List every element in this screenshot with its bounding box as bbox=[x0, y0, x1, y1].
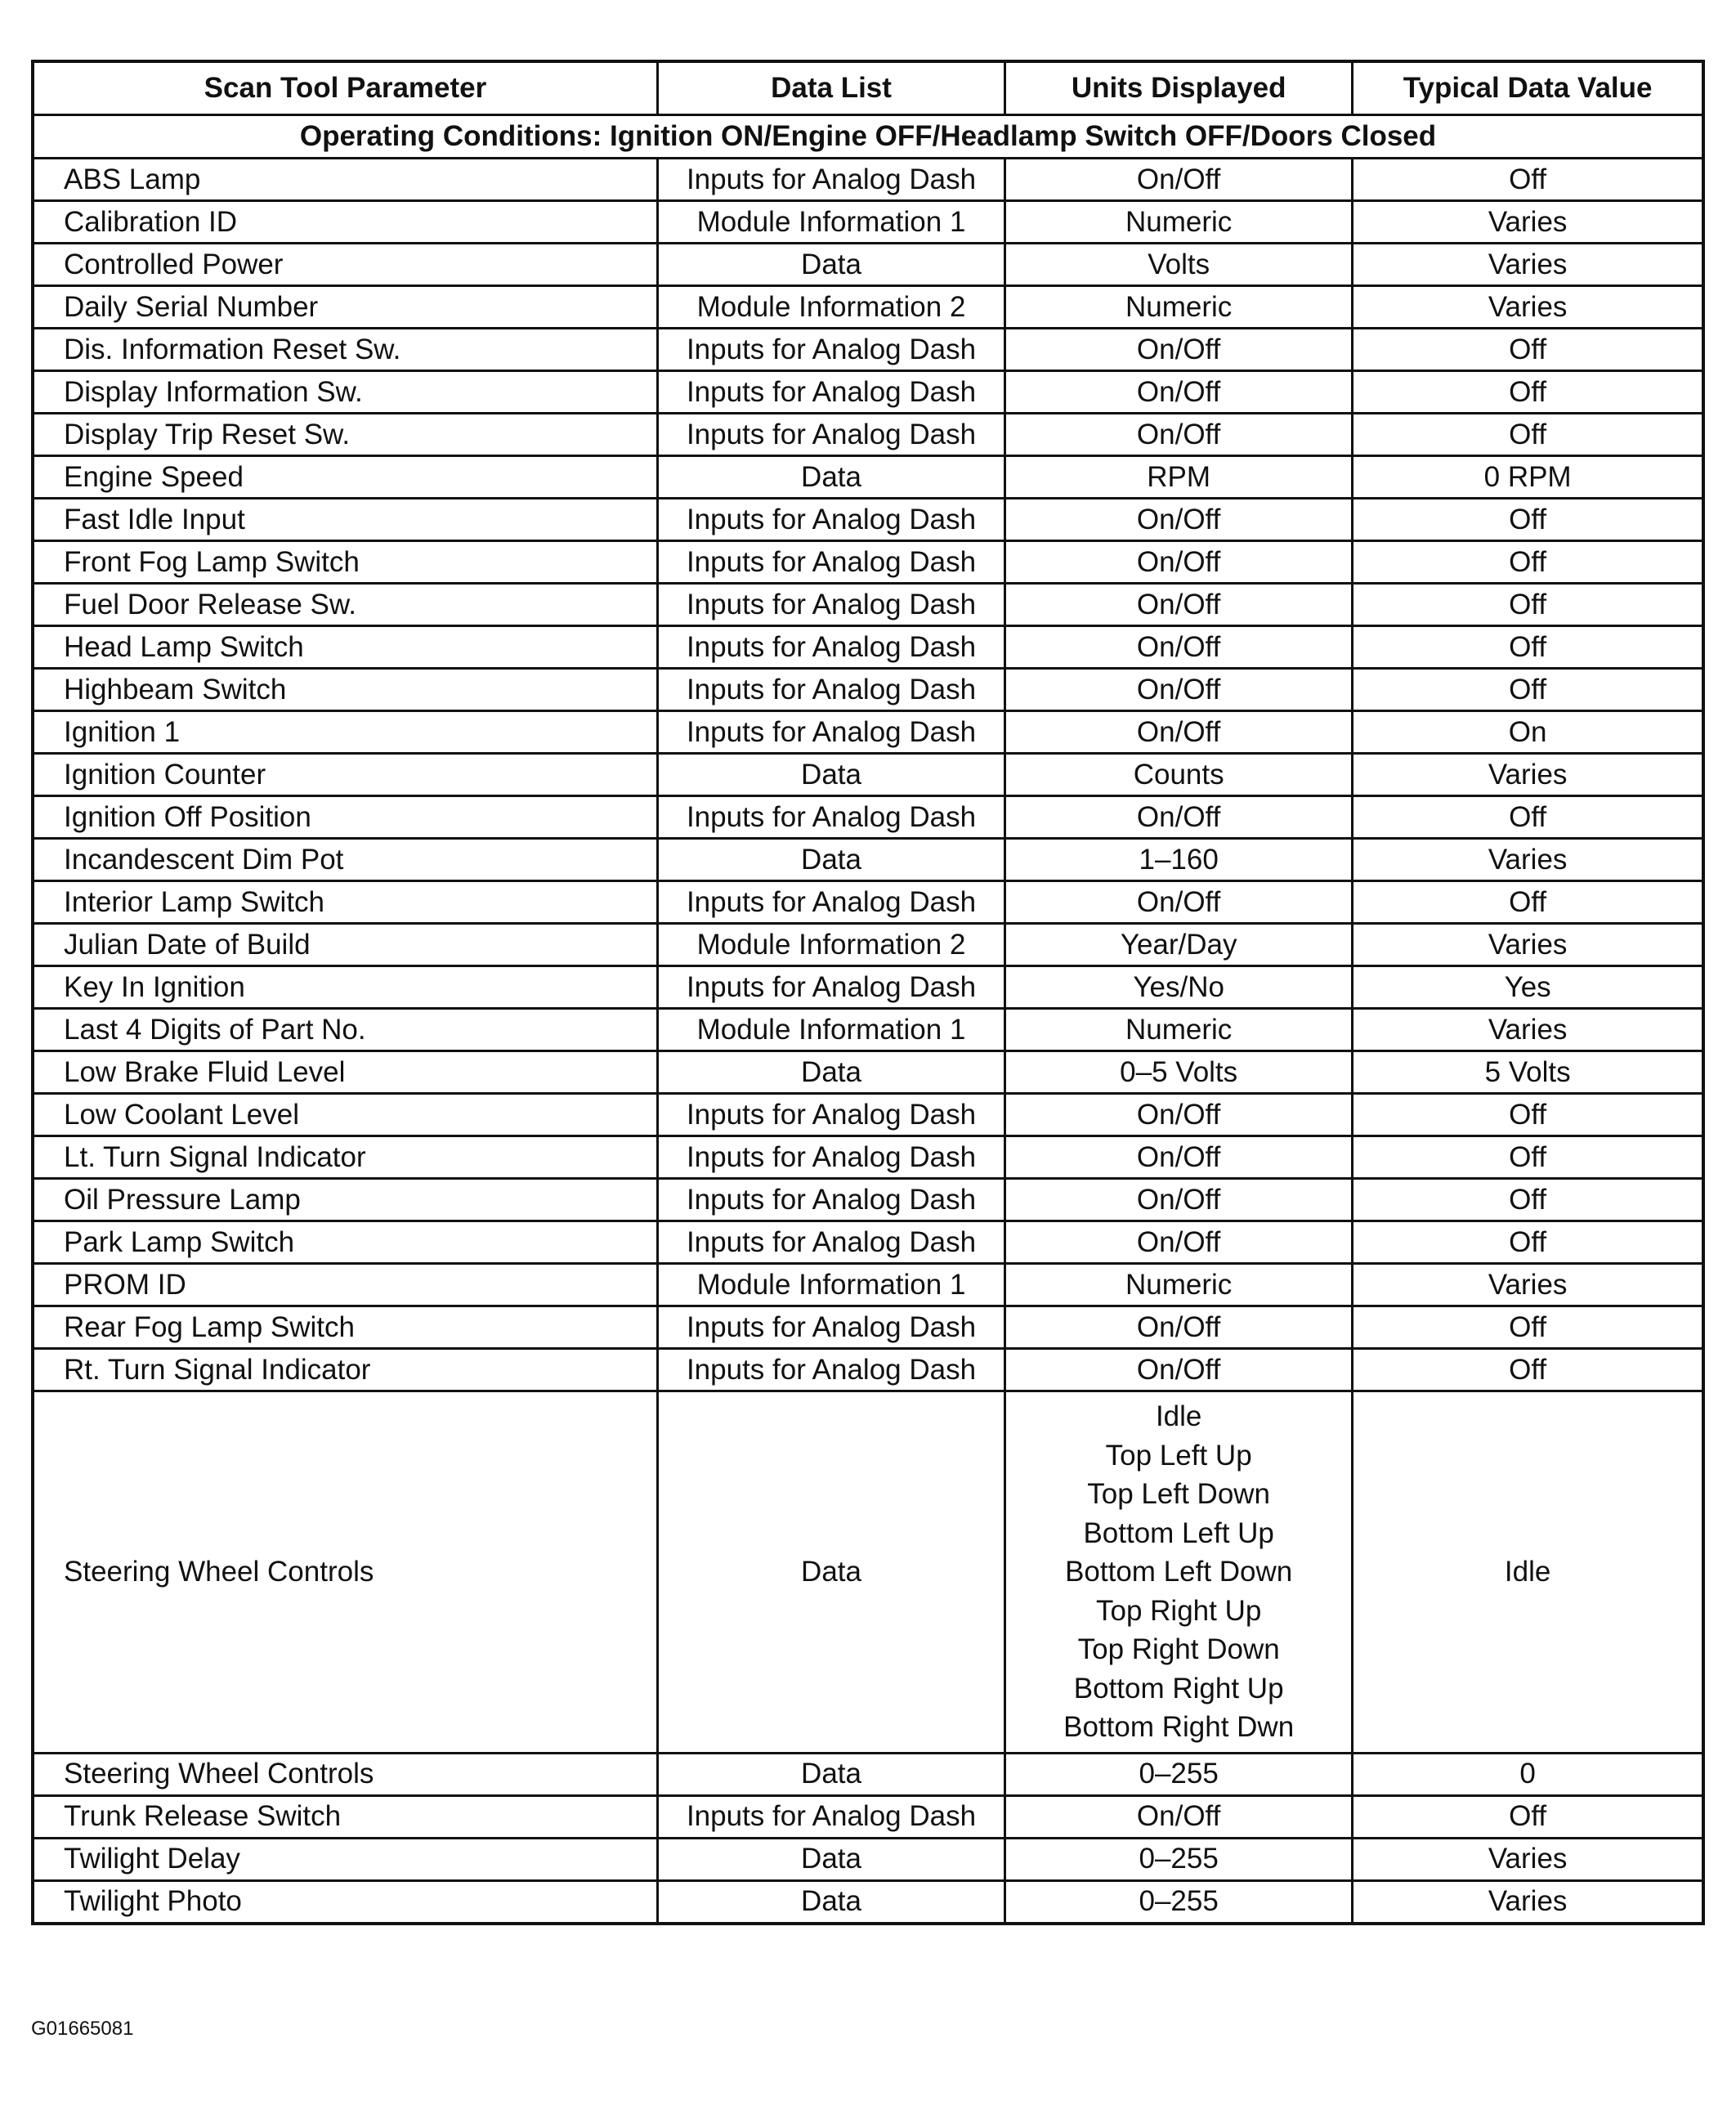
parameter-cell: Interior Lamp Switch bbox=[33, 881, 657, 924]
typical-value-cell: Off bbox=[1353, 1221, 1703, 1264]
scan-tool-data-table bbox=[31, 60, 1705, 1925]
units-cell: 0–5 Volts bbox=[1005, 1051, 1353, 1094]
data-list-cell: Inputs for Analog Dash bbox=[657, 966, 1004, 1009]
operating-conditions-row bbox=[33, 115, 1703, 159]
parameter-cell: Low Coolant Level bbox=[33, 1094, 657, 1136]
typical-value-cell: Off bbox=[1353, 1136, 1703, 1179]
parameter-cell: Head Lamp Switch bbox=[33, 626, 657, 669]
table-row bbox=[33, 711, 1703, 754]
units-cell: On/Off bbox=[1005, 881, 1353, 924]
table-row bbox=[33, 966, 1703, 1009]
table-row bbox=[33, 541, 1703, 584]
table-row bbox=[33, 159, 1703, 201]
table-row bbox=[33, 1795, 1703, 1838]
parameter-cell: PROM ID bbox=[33, 1264, 657, 1306]
typical-value-cell: Varies bbox=[1353, 1009, 1703, 1051]
units-cell: 0–255 bbox=[1005, 1880, 1353, 1924]
table-row bbox=[33, 669, 1703, 711]
parameter-cell: Julian Date of Build bbox=[33, 924, 657, 966]
operating-conditions: Operating Conditions: Ignition ON/Engine OFF/Headlamp Switch OFF/Doors Closed bbox=[33, 115, 1703, 159]
scan-tool-table-container bbox=[31, 60, 1705, 1925]
typical-value-cell: Varies bbox=[1353, 1838, 1703, 1880]
units-line: Top Left Up bbox=[1105, 1439, 1252, 1472]
parameter-cell: Fast Idle Input bbox=[33, 499, 657, 541]
units-cell: On/Off bbox=[1005, 541, 1353, 584]
typical-value-cell: Varies bbox=[1353, 286, 1703, 329]
parameter-cell: Engine Speed bbox=[33, 456, 657, 499]
table-row bbox=[33, 371, 1703, 414]
table-row bbox=[33, 1179, 1703, 1221]
units-cell: On/Off bbox=[1005, 499, 1353, 541]
parameter-cell: Park Lamp Switch bbox=[33, 1221, 657, 1264]
parameter-cell: Oil Pressure Lamp bbox=[33, 1179, 657, 1221]
units-cell: On/Off bbox=[1005, 1221, 1353, 1264]
data-list-cell: Inputs for Analog Dash bbox=[657, 711, 1004, 754]
table-row bbox=[33, 1094, 1703, 1136]
table-row bbox=[33, 1349, 1703, 1391]
table-row bbox=[33, 1221, 1703, 1264]
typical-value-cell: Off bbox=[1353, 1795, 1703, 1838]
table-row bbox=[33, 1264, 1703, 1306]
parameter-cell: Steering Wheel Controls bbox=[33, 1391, 657, 1754]
parameter-cell: Last 4 Digits of Part No. bbox=[33, 1009, 657, 1051]
units-cell: 1–160 bbox=[1005, 839, 1353, 881]
parameter-cell: Dis. Information Reset Sw. bbox=[33, 329, 657, 371]
units-line: Top Left Down bbox=[1087, 1478, 1271, 1510]
table-row bbox=[33, 1753, 1703, 1795]
table-row bbox=[33, 584, 1703, 626]
units-cell: Volts bbox=[1005, 244, 1353, 286]
typical-value-cell: Off bbox=[1353, 881, 1703, 924]
data-list-cell: Inputs for Analog Dash bbox=[657, 159, 1004, 201]
parameter-cell: Fuel Door Release Sw. bbox=[33, 584, 657, 626]
data-list-cell: Inputs for Analog Dash bbox=[657, 1221, 1004, 1264]
typical-value-cell: Varies bbox=[1353, 754, 1703, 796]
parameter-cell: Daily Serial Number bbox=[33, 286, 657, 329]
parameter-cell: Low Brake Fluid Level bbox=[33, 1051, 657, 1094]
table-body bbox=[33, 115, 1703, 1924]
units-cell: On/Off bbox=[1005, 1094, 1353, 1136]
table-row bbox=[33, 414, 1703, 456]
data-list-cell: Inputs for Analog Dash bbox=[657, 626, 1004, 669]
parameter-cell: Rt. Turn Signal Indicator bbox=[33, 1349, 657, 1391]
data-list-cell: Module Information 1 bbox=[657, 1009, 1004, 1051]
parameter-cell: Display Information Sw. bbox=[33, 371, 657, 414]
typical-value-cell: Off bbox=[1353, 584, 1703, 626]
units-cell: RPM bbox=[1005, 456, 1353, 499]
table-row bbox=[33, 796, 1703, 839]
units-cell: On/Off bbox=[1005, 584, 1353, 626]
units-cell: On/Off bbox=[1005, 371, 1353, 414]
units-line: Bottom Left Up bbox=[1083, 1516, 1274, 1549]
data-list-cell: Inputs for Analog Dash bbox=[657, 1306, 1004, 1349]
data-list-cell: Inputs for Analog Dash bbox=[657, 329, 1004, 371]
units-cell: On/Off bbox=[1005, 329, 1353, 371]
units-cell: On/Off bbox=[1005, 711, 1353, 754]
typical-value-cell: Varies bbox=[1353, 839, 1703, 881]
table-row-steering-multi bbox=[33, 1391, 1703, 1754]
units-cell: Numeric bbox=[1005, 1009, 1353, 1051]
data-list-cell: Inputs for Analog Dash bbox=[657, 669, 1004, 711]
table-row bbox=[33, 839, 1703, 881]
typical-value-cell: Varies bbox=[1353, 1880, 1703, 1924]
units-line: Bottom Right Up bbox=[1073, 1672, 1284, 1705]
units-cell: On/Off bbox=[1005, 796, 1353, 839]
table-row bbox=[33, 626, 1703, 669]
parameter-cell: Steering Wheel Controls bbox=[33, 1753, 657, 1795]
table-row bbox=[33, 924, 1703, 966]
parameter-cell: Ignition Counter bbox=[33, 754, 657, 796]
units-line: Top Right Down bbox=[1077, 1633, 1280, 1665]
typical-value-cell: Varies bbox=[1353, 244, 1703, 286]
units-cell: On/Off bbox=[1005, 1306, 1353, 1349]
table-row bbox=[33, 329, 1703, 371]
typical-value-cell: Varies bbox=[1353, 201, 1703, 244]
header-data-list: Data List bbox=[657, 61, 1004, 115]
parameter-cell: Lt. Turn Signal Indicator bbox=[33, 1136, 657, 1179]
table-row bbox=[33, 1009, 1703, 1051]
table-row bbox=[33, 1136, 1703, 1179]
units-cell: On/Off bbox=[1005, 1179, 1353, 1221]
units-cell: Yes/No bbox=[1005, 966, 1353, 1009]
table-row bbox=[33, 1880, 1703, 1924]
data-list-cell: Data bbox=[657, 1838, 1004, 1880]
table-row bbox=[33, 1051, 1703, 1094]
data-list-cell: Inputs for Analog Dash bbox=[657, 584, 1004, 626]
typical-value-cell: Off bbox=[1353, 796, 1703, 839]
units-cell: 0–255 bbox=[1005, 1753, 1353, 1795]
typical-value-cell: Off bbox=[1353, 541, 1703, 584]
data-list-cell: Inputs for Analog Dash bbox=[657, 796, 1004, 839]
units-cell: Numeric bbox=[1005, 1264, 1353, 1306]
units-cell: Numeric bbox=[1005, 286, 1353, 329]
data-list-cell: Module Information 1 bbox=[657, 201, 1004, 244]
parameter-cell: Key In Ignition bbox=[33, 966, 657, 1009]
parameter-cell: Trunk Release Switch bbox=[33, 1795, 657, 1838]
parameter-cell: Incandescent Dim Pot bbox=[33, 839, 657, 881]
typical-value-cell: Off bbox=[1353, 329, 1703, 371]
table-row bbox=[33, 456, 1703, 499]
typical-value-cell: Off bbox=[1353, 1094, 1703, 1136]
parameter-cell: Rear Fog Lamp Switch bbox=[33, 1306, 657, 1349]
data-list-cell: Module Information 1 bbox=[657, 1264, 1004, 1306]
table-row bbox=[33, 754, 1703, 796]
typical-value-cell: Varies bbox=[1353, 1264, 1703, 1306]
units-cell: Numeric bbox=[1005, 201, 1353, 244]
typical-value-cell: 0 RPM bbox=[1353, 456, 1703, 499]
units-line: Bottom Left Down bbox=[1065, 1556, 1293, 1588]
parameter-cell: Display Trip Reset Sw. bbox=[33, 414, 657, 456]
header-scan-tool-parameter: Scan Tool Parameter bbox=[33, 61, 657, 115]
units-line: Idle bbox=[1155, 1400, 1202, 1432]
typical-value-cell: Varies bbox=[1353, 924, 1703, 966]
units-cell-multi bbox=[1005, 1391, 1353, 1754]
data-list-cell: Inputs for Analog Dash bbox=[657, 499, 1004, 541]
units-line: Top Right Up bbox=[1096, 1594, 1262, 1627]
typical-value-cell: Idle bbox=[1353, 1391, 1703, 1754]
data-list-cell: Module Information 2 bbox=[657, 924, 1004, 966]
units-cell: On/Off bbox=[1005, 626, 1353, 669]
units-cell: On/Off bbox=[1005, 159, 1353, 201]
data-list-cell: Data bbox=[657, 1880, 1004, 1924]
header-units-displayed: Units Displayed bbox=[1005, 61, 1353, 115]
parameter-cell: Ignition Off Position bbox=[33, 796, 657, 839]
data-list-cell: Inputs for Analog Dash bbox=[657, 1136, 1004, 1179]
typical-value-cell: Off bbox=[1353, 626, 1703, 669]
data-list-cell: Data bbox=[657, 1753, 1004, 1795]
parameter-cell: Calibration ID bbox=[33, 201, 657, 244]
typical-value-cell: Off bbox=[1353, 1179, 1703, 1221]
typical-value-cell: Off bbox=[1353, 371, 1703, 414]
data-list-cell: Data bbox=[657, 456, 1004, 499]
data-list-cell: Inputs for Analog Dash bbox=[657, 1179, 1004, 1221]
parameter-cell: Twilight Photo bbox=[33, 1880, 657, 1924]
parameter-cell: Highbeam Switch bbox=[33, 669, 657, 711]
typical-value-cell: 0 bbox=[1353, 1753, 1703, 1795]
data-list-cell: Data bbox=[657, 1391, 1004, 1754]
header-typical-data-value: Typical Data Value bbox=[1353, 61, 1703, 115]
data-list-cell: Inputs for Analog Dash bbox=[657, 881, 1004, 924]
data-list-cell: Data bbox=[657, 754, 1004, 796]
units-cell: On/Off bbox=[1005, 1795, 1353, 1838]
parameter-cell: Twilight Delay bbox=[33, 1838, 657, 1880]
units-line: Bottom Right Dwn bbox=[1063, 1711, 1295, 1743]
table-row bbox=[33, 1838, 1703, 1880]
data-list-cell: Inputs for Analog Dash bbox=[657, 414, 1004, 456]
data-list-cell: Data bbox=[657, 839, 1004, 881]
data-list-cell: Inputs for Analog Dash bbox=[657, 1094, 1004, 1136]
data-list-cell: Inputs for Analog Dash bbox=[657, 1795, 1004, 1838]
data-list-cell: Data bbox=[657, 244, 1004, 286]
parameter-cell: Front Fog Lamp Switch bbox=[33, 541, 657, 584]
units-cell: On/Off bbox=[1005, 414, 1353, 456]
data-list-cell: Inputs for Analog Dash bbox=[657, 371, 1004, 414]
typical-value-cell: Off bbox=[1353, 499, 1703, 541]
data-list-cell: Data bbox=[657, 1051, 1004, 1094]
typical-value-cell: Off bbox=[1353, 1306, 1703, 1349]
parameter-cell: Controlled Power bbox=[33, 244, 657, 286]
table-row bbox=[33, 201, 1703, 244]
typical-value-cell: Off bbox=[1353, 669, 1703, 711]
table-row bbox=[33, 499, 1703, 541]
typical-value-cell: 5 Volts bbox=[1353, 1051, 1703, 1094]
header-row bbox=[33, 61, 1703, 115]
units-cell: On/Off bbox=[1005, 669, 1353, 711]
units-cell: Counts bbox=[1005, 754, 1353, 796]
data-list-cell: Module Information 2 bbox=[657, 286, 1004, 329]
units-cell: On/Off bbox=[1005, 1136, 1353, 1179]
units-cell: 0–255 bbox=[1005, 1838, 1353, 1880]
data-list-cell: Inputs for Analog Dash bbox=[657, 541, 1004, 584]
typical-value-cell: Off bbox=[1353, 414, 1703, 456]
table-row bbox=[33, 286, 1703, 329]
parameter-cell: Ignition 1 bbox=[33, 711, 657, 754]
typical-value-cell: Off bbox=[1353, 159, 1703, 201]
units-cell: Year/Day bbox=[1005, 924, 1353, 966]
typical-value-cell: Off bbox=[1353, 1349, 1703, 1391]
data-list-cell: Inputs for Analog Dash bbox=[657, 1349, 1004, 1391]
parameter-cell: ABS Lamp bbox=[33, 159, 657, 201]
table-row bbox=[33, 244, 1703, 286]
figure-code: G01665081 bbox=[31, 2018, 134, 2040]
units-cell: On/Off bbox=[1005, 1349, 1353, 1391]
typical-value-cell: On bbox=[1353, 711, 1703, 754]
table-row bbox=[33, 1306, 1703, 1349]
table-row bbox=[33, 881, 1703, 924]
typical-value-cell: Yes bbox=[1353, 966, 1703, 1009]
